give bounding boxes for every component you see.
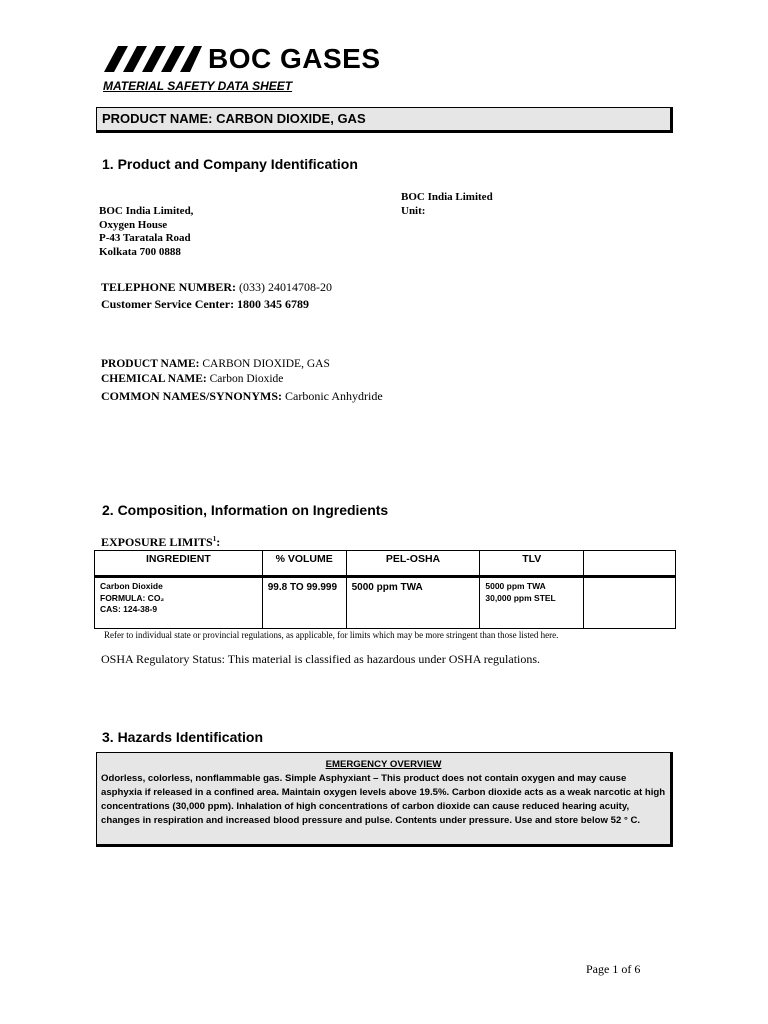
customer-service: Customer Service Center: 1800 345 6789 [101, 297, 310, 311]
chemical-name-value: Carbon Dioxide [209, 373, 284, 385]
column-header: INGREDIENT [95, 551, 263, 577]
exposure-limits-colon: : [216, 535, 221, 549]
emergency-overview-text: Odorless, colorless, nonflammable gas. Simple Asphyxiant – This product does not contain oxygen and may cause asphyxia if released in a confined area. Maintain oxygen levels above 19.5%. Carbon dioxide acts as a weak narcotic at high concentrations (30,000 ppm). Inhalation of high concentrations of carbon dioxide can cause reduced hearing acuity, changes in respiration and increased blood pressure and pulse. Contents under pressure. Use and store below 52 ° C. [101, 773, 666, 826]
section-heading-identification: 1. Product and Company Identification [102, 156, 358, 172]
column-header: TLV [480, 551, 584, 577]
ingredient-formula: FORMULA: CO₂ [100, 592, 165, 603]
contact-info [101, 279, 332, 313]
section-heading-composition: 2. Composition, Information on Ingredients [102, 502, 389, 518]
footnote-marker: 1 [212, 535, 217, 543]
product-name-label: PRODUCT NAME: [101, 358, 200, 370]
column-header: PEL-OSHA [346, 551, 480, 577]
synonyms-label: COMMON NAMES/SYNONYMS: [101, 389, 282, 403]
column-header [584, 551, 676, 577]
unit-company: BOC India Limited [401, 191, 493, 203]
footnote: Refer to individual state or provincial regulations, as applicable, for limits which may be more stringent than those listed here. [104, 630, 559, 640]
section-heading-hazards: 3. Hazards Identification [102, 729, 264, 745]
product-name-banner: PRODUCT NAME: CARBON DIOXIDE, GAS [96, 107, 673, 133]
boc-logo [104, 44, 381, 74]
ingredient-cell [95, 577, 263, 629]
telephone-value: (033) 24014708-20 [239, 280, 333, 294]
telephone-label: TELEPHONE NUMBER: [101, 280, 237, 294]
unit-label: Unit: [401, 205, 426, 217]
emergency-overview-title: EMERGENCY OVERVIEW [325, 759, 442, 770]
boc-stripes-icon [104, 46, 202, 72]
product-info [101, 357, 383, 404]
emergency-overview-box [96, 752, 673, 847]
address-line: BOC India Limited, [99, 205, 194, 217]
exposure-limits-title [101, 535, 220, 550]
pel-osha-cell: 5000 ppm TWA [346, 577, 480, 629]
column-header: % VOLUME [262, 551, 346, 577]
table-header-row [95, 551, 676, 577]
empty-cell [584, 577, 676, 629]
address-line: Kolkata 700 0888 [99, 245, 181, 258]
exposure-limits-table [94, 550, 676, 629]
exposure-limits-label: EXPOSURE LIMITS [101, 535, 213, 549]
synonyms-value: Carbonic Anhydride [285, 389, 383, 403]
document-type: MATERIAL SAFETY DATA SHEET [103, 79, 293, 93]
tlv-cell [480, 577, 584, 629]
tlv-twa: 5000 ppm TWA [485, 581, 546, 591]
product-name-value: CARBON DIOXIDE, GAS [202, 358, 330, 370]
ingredient-cas: CAS: 124-38-9 [100, 604, 158, 614]
address-line: P-43 Taratala Road [99, 232, 191, 244]
volume-cell: 99.8 TO 99.999 [262, 577, 346, 629]
osha-status: OSHA Regulatory Status: This material is classified as hazardous under OSHA regulations. [101, 652, 541, 666]
logo-text: BOC GASES [208, 43, 381, 74]
page-number: Page 1 of 6 [586, 962, 641, 976]
company-address [99, 205, 193, 259]
unit-block [401, 190, 493, 218]
table-row [95, 577, 676, 629]
address-line: Oxygen House [99, 218, 168, 231]
tlv-stel: 30,000 ppm STEL [485, 592, 556, 603]
chemical-name-label: CHEMICAL NAME: [101, 373, 207, 385]
ingredient-name: Carbon Dioxide [100, 581, 163, 591]
